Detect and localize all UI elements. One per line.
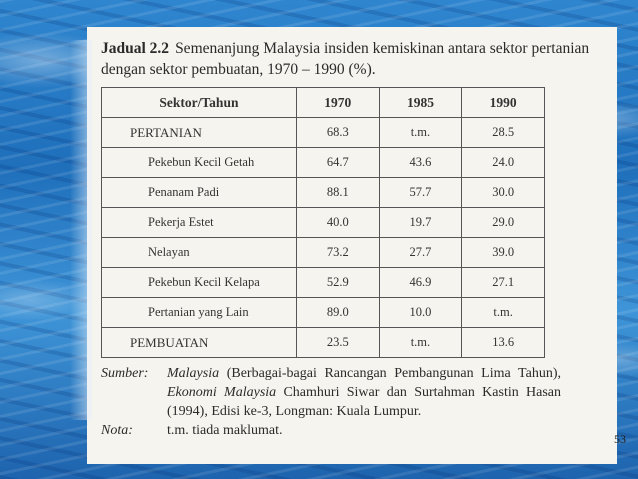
row-label: Pertanian yang Lain [102, 298, 297, 328]
row-value: 68.3 [296, 118, 379, 148]
table-row [102, 148, 545, 178]
row-value: 30.0 [462, 178, 545, 208]
header-1985: 1985 [379, 88, 462, 118]
table-body [102, 118, 545, 358]
table-row [102, 178, 545, 208]
slide-number: 53 [614, 432, 626, 446]
row-label: Penanam Padi [102, 178, 297, 208]
source-key-colon: : [143, 366, 149, 381]
row-label: Nelayan [102, 238, 297, 268]
row-value: 39.0 [462, 238, 545, 268]
table-row [102, 298, 545, 328]
source-key-text: Sumber [101, 366, 144, 381]
row-label: Pekebun Kecil Kelapa [102, 268, 297, 298]
table-row [102, 238, 545, 268]
table-number: Jadual 2.2 [101, 40, 170, 57]
source-text-1: (Berbagai-bagai Rancangan Pembangunan Lima Tahun), [219, 366, 561, 381]
table-header-row [102, 88, 545, 118]
row-value: 43.6 [379, 148, 462, 178]
source-text-2: Chamhuri Siwar dan Surtahman Kastin Hasan (1994), Edisi ke-3, Longman: Kuala Lumpur. [167, 385, 562, 419]
nota-note [101, 421, 561, 440]
row-value: t.m. [379, 118, 462, 148]
row-value: 40.0 [296, 208, 379, 238]
row-value: 19.7 [379, 208, 462, 238]
row-value: 28.5 [462, 118, 545, 148]
source-key [101, 364, 167, 421]
row-value: t.m. [462, 298, 545, 328]
row-label: PERTANIAN [102, 118, 297, 148]
row-value: 88.1 [296, 178, 379, 208]
row-value: 29.0 [462, 208, 545, 238]
nota-text: t.m. tiada maklumat. [167, 423, 283, 438]
source-text [167, 364, 561, 421]
row-value: 23.5 [296, 328, 379, 358]
row-value: 46.9 [379, 268, 462, 298]
row-value: 52.9 [296, 268, 379, 298]
row-value: 24.0 [462, 148, 545, 178]
table-row [102, 328, 545, 358]
header-1970: 1970 [296, 88, 379, 118]
source-title-malaysia: Malaysia [167, 366, 220, 381]
poverty-table [101, 87, 545, 358]
nota-key [101, 421, 167, 440]
caption-text: Semenanjung Malaysia insiden kemiskinan antara sektor pertanian dengan sektor pembuatan, 1970 – 1990 (%). [101, 40, 590, 78]
row-value: 64.7 [296, 148, 379, 178]
source-note [101, 364, 561, 421]
header-sektor: Sektor/Tahun [102, 88, 297, 118]
row-value: 73.2 [296, 238, 379, 268]
row-value: 13.6 [462, 328, 545, 358]
table-row [102, 118, 545, 148]
row-value: 27.7 [379, 238, 462, 268]
page-edge-glow [70, 40, 92, 420]
table-row [102, 268, 545, 298]
row-value: 10.0 [379, 298, 462, 328]
table-caption [101, 38, 611, 80]
table-row [102, 208, 545, 238]
nota-key-text: Nota [101, 423, 129, 438]
row-value: 89.0 [296, 298, 379, 328]
row-label: Pekebun Kecil Getah [102, 148, 297, 178]
nota-key-colon: : [128, 423, 133, 438]
row-label: Pekerja Estet [102, 208, 297, 238]
row-value: t.m. [379, 328, 462, 358]
row-value: 57.7 [379, 178, 462, 208]
row-value: 27.1 [462, 268, 545, 298]
header-1990: 1990 [462, 88, 545, 118]
row-label: PEMBUATAN [102, 328, 297, 358]
source-title-ekonomi: Ekonomi Malaysia [167, 385, 277, 400]
table-notes [101, 364, 561, 440]
